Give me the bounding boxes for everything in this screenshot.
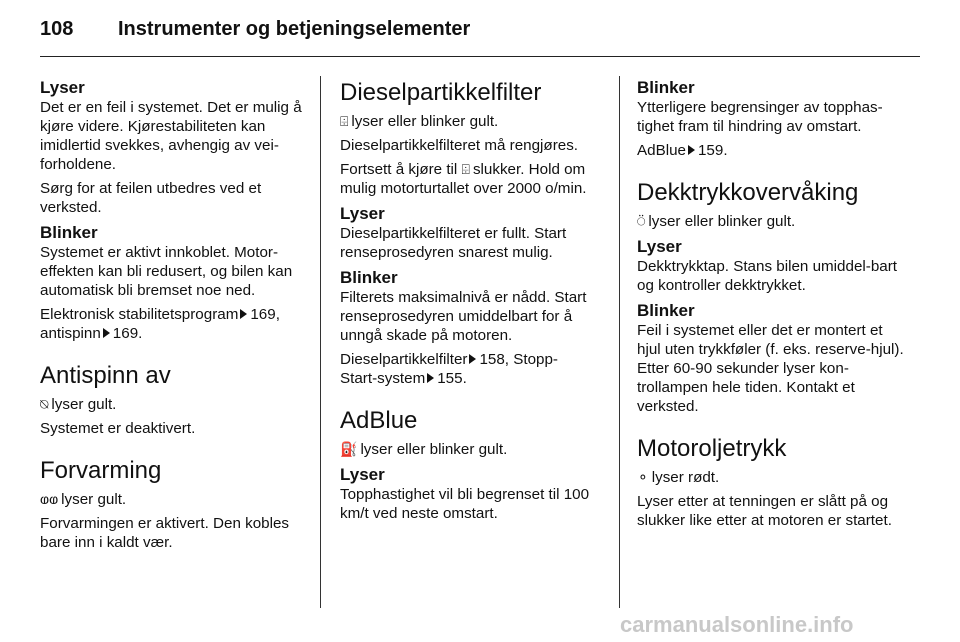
page-number: 108 bbox=[40, 18, 74, 40]
ref-page[interactable]: 158, Stopp- bbox=[479, 351, 558, 368]
column-divider bbox=[619, 76, 620, 608]
column-divider bbox=[320, 76, 321, 608]
indicator-text: lyser eller blinker gult. bbox=[351, 113, 499, 130]
heading-motoroljetrykk: Motoroljetrykk bbox=[637, 435, 787, 462]
column-1 bbox=[40, 72, 308, 557]
ref-page[interactable]: 169. bbox=[112, 325, 143, 342]
page-ref-icon bbox=[103, 328, 110, 338]
reference-paragraph bbox=[340, 350, 606, 388]
header-rule bbox=[40, 56, 920, 57]
ref-text: antispinn bbox=[40, 325, 101, 342]
heading-blinker: Blinker bbox=[637, 301, 695, 320]
reference-paragraph bbox=[637, 141, 907, 160]
paragraph: Sørg for at feilen utbedres ved et verksted. bbox=[40, 180, 262, 216]
paragraph: Dieselpartikkelfilteret er fullt. Start renseprosedyren snarest mulig. bbox=[340, 225, 567, 261]
page-ref-icon bbox=[688, 145, 695, 155]
indicator-text: lyser eller blinker gult. bbox=[648, 213, 796, 230]
indicator-paragraph bbox=[340, 112, 606, 131]
ref-page[interactable]: 159. bbox=[697, 142, 728, 159]
indicator-paragraph bbox=[637, 212, 907, 231]
paragraph: Lyser etter at tenningen er slått på og slukker like etter at motoren er startet. bbox=[637, 493, 892, 529]
indicator-text: lyser rødt. bbox=[651, 469, 720, 486]
indicator-paragraph bbox=[40, 490, 308, 509]
heading-lyser: Lyser bbox=[340, 465, 385, 484]
ref-text: Dieselpartikkelfilter bbox=[340, 351, 468, 368]
paragraph: Dekktrykktap. Stans bilen umiddel-bart og kontroller dekktrykket. bbox=[637, 258, 897, 294]
text: slukker. Hold om mulig motorturtallet over 2000 o/min. bbox=[340, 161, 587, 197]
heading-lyser: Lyser bbox=[40, 78, 85, 97]
ref-text: AdBlue bbox=[637, 142, 686, 159]
watermark: carmanualsonline.info bbox=[620, 612, 854, 637]
indicator-paragraph bbox=[40, 395, 308, 414]
heading-lyser: Lyser bbox=[340, 204, 385, 223]
adblue-icon: ⛽ bbox=[340, 441, 358, 457]
oil-can-icon: ⚬ bbox=[637, 469, 649, 485]
ref-page[interactable]: 169, bbox=[250, 306, 280, 323]
page-ref-icon bbox=[427, 373, 434, 383]
paragraph: Systemet er aktivt innkoblet. Motor-effekten kan bli redusert, og bilen kan automatisk bli bremset noe ned. bbox=[40, 244, 293, 299]
heading-forvarming: Forvarming bbox=[40, 457, 162, 484]
heading-antispinn-av: Antispinn av bbox=[40, 362, 171, 389]
page-title: Instrumenter og betjeningselementer bbox=[118, 18, 471, 40]
column-2 bbox=[340, 72, 606, 528]
glow-plug-icon: ⱷⱷ bbox=[40, 491, 59, 507]
indicator-paragraph bbox=[340, 440, 606, 459]
heading-blinker: Blinker bbox=[340, 268, 398, 287]
indicator-text: lyser eller blinker gult. bbox=[360, 441, 508, 458]
heading-adblue: AdBlue bbox=[340, 407, 418, 434]
column-3 bbox=[637, 72, 907, 535]
heading-blinker: Blinker bbox=[637, 78, 695, 97]
paragraph: Forvarmingen er aktivert. Den kobles bare inn i kaldt vær. bbox=[40, 515, 290, 551]
indicator-paragraph bbox=[637, 468, 907, 487]
indicator-text: lyser gult. bbox=[51, 396, 117, 413]
ref-text: Start-system bbox=[340, 370, 426, 387]
ref-page[interactable]: 155. bbox=[437, 370, 467, 387]
traction-off-icon: ⍉ bbox=[40, 396, 49, 412]
heading-lyser: Lyser bbox=[637, 237, 682, 256]
paragraph: Topphastighet vil bli begrenset til 100 km/t ved neste omstart. bbox=[340, 486, 590, 522]
paragraph: Ytterligere begrensinger av topphas-tighet fram til hindring av omstart. bbox=[637, 99, 883, 135]
particle-filter-icon: ⌹ bbox=[461, 161, 470, 177]
paragraph: Systemet er deaktivert. bbox=[40, 420, 196, 437]
tire-pressure-icon: ⍥ bbox=[637, 213, 646, 229]
paragraph: Filterets maksimalnivå er nådd. Start renseprosedyren umiddelbart for å unngå skade på motoren. bbox=[340, 289, 587, 344]
page-ref-icon bbox=[469, 354, 476, 364]
reference-paragraph bbox=[40, 305, 308, 343]
heading-blinker: Blinker bbox=[40, 223, 98, 242]
text: Fortsett å kjøre til bbox=[340, 161, 458, 178]
ref-text: Elektronisk stabilitetsprogram bbox=[40, 306, 239, 323]
heading-dieselpartikkelfilter: Dieselpartikkelfilter bbox=[340, 79, 542, 106]
paragraph: Feil i systemet eller det er montert et hjul uten trykkføler (f. eks. reserve-hjul). Etter 60-90 sekunder lyser kon-trollampen hele tiden. Kontakt et verksted. bbox=[637, 322, 904, 415]
particle-filter-icon: ⌹ bbox=[340, 113, 349, 129]
page-ref-icon bbox=[240, 309, 247, 319]
paragraph bbox=[340, 160, 606, 198]
heading-dekktrykkovervaking: Dekktrykkovervåking bbox=[637, 179, 859, 206]
paragraph: Det er en feil i systemet. Det er mulig å kjøre videre. Kjørestabiliteten kan imidlertid svekkes, avhengig av vei-forholdene. bbox=[40, 99, 302, 173]
indicator-text: lyser gult. bbox=[61, 491, 127, 508]
paragraph: Dieselpartikkelfilteret må rengjøres. bbox=[340, 137, 579, 154]
page-header bbox=[40, 18, 920, 48]
